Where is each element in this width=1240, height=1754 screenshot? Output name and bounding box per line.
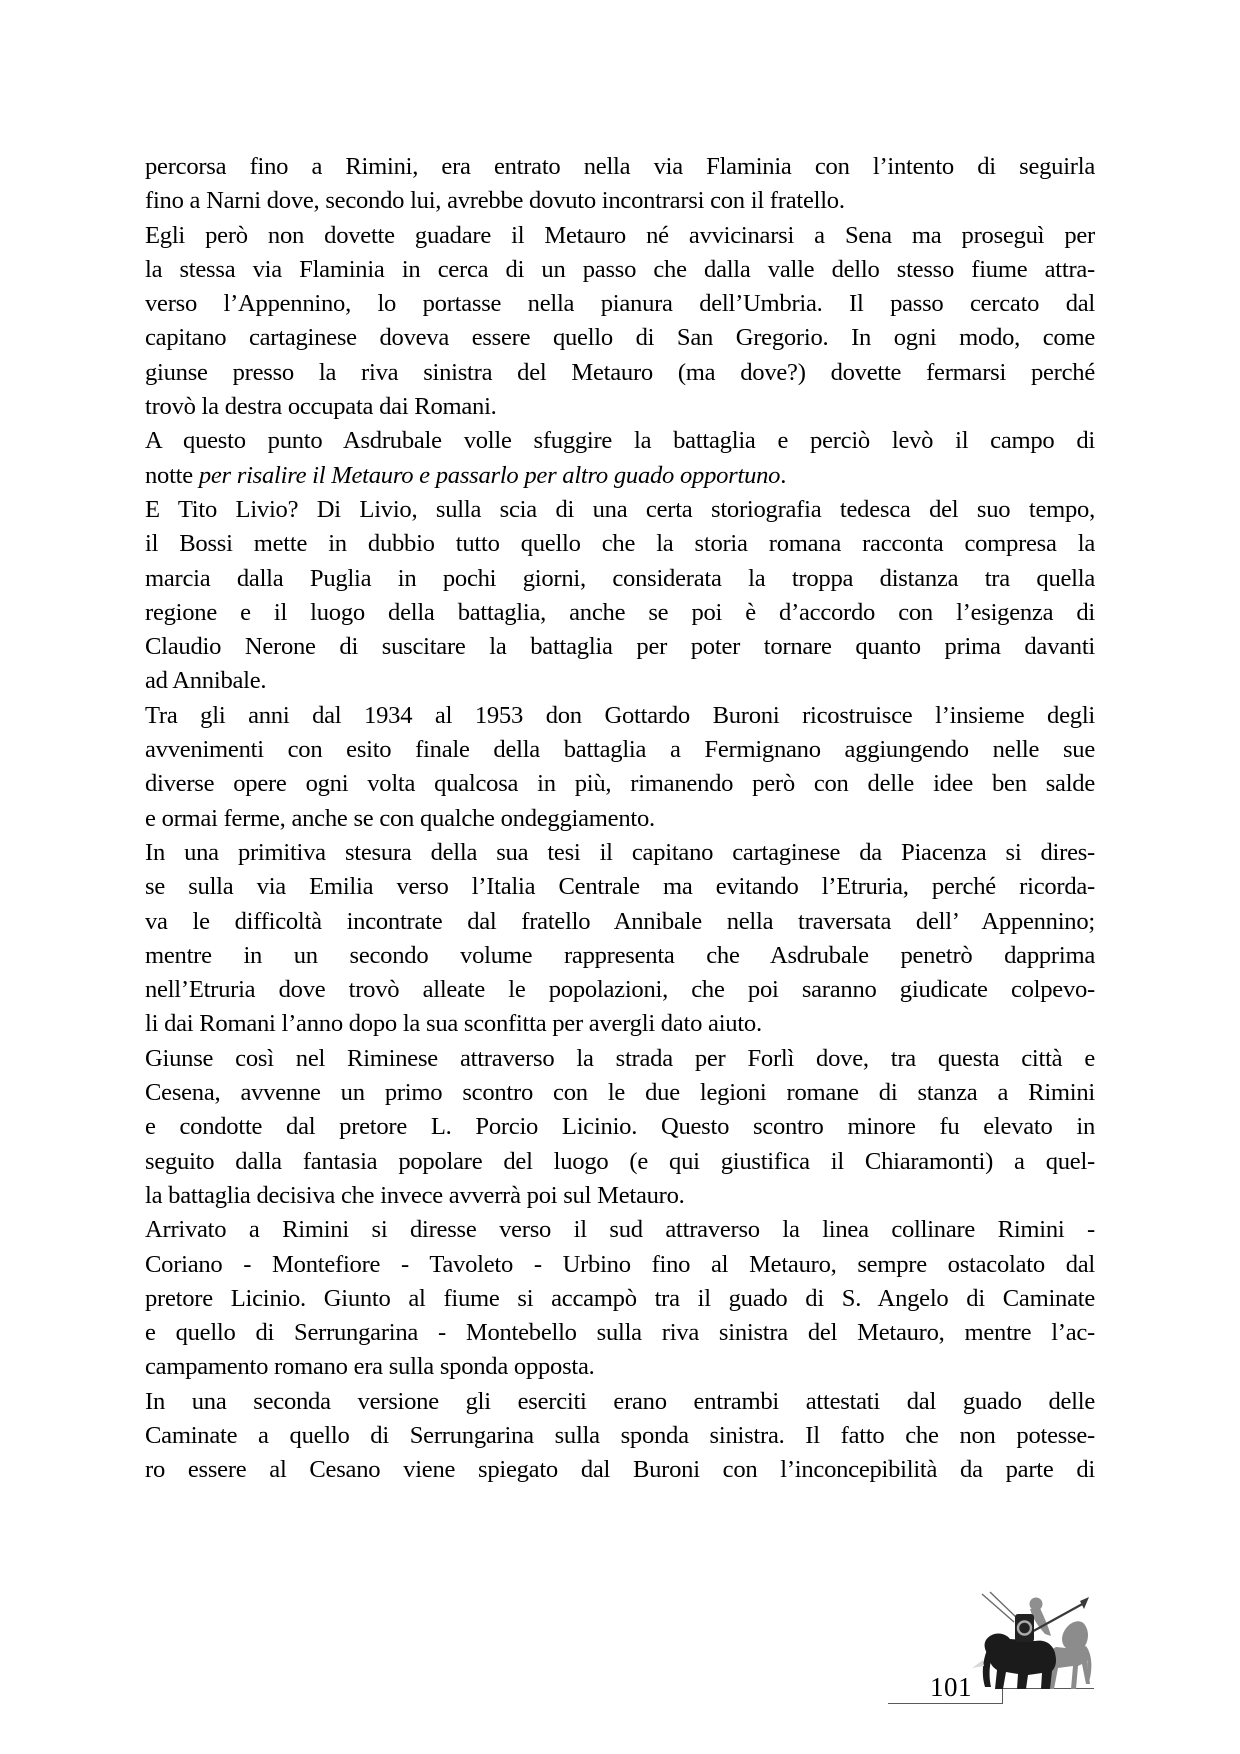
text-line: se sulla via Emilia verso l’Italia Centrale ma evitando l’Etruria, perché ricorda-: [145, 873, 1095, 901]
howdah-icon: [1015, 1614, 1034, 1642]
text-line: li dai Romani l’anno dopo la sua sconfitta per avergli dato aiuto.: [145, 1010, 762, 1038]
text-line: ro essere al Cesano viene spiegato dal Buroni con l’inconcepibilità da parte di: [145, 1456, 1095, 1484]
text-line: fino a Narni dove, secondo lui, avrebbe dovuto incontrarsi con il fratello.: [145, 187, 845, 215]
text-line: va le difficoltà incontrate dal fratello Annibale nella traversata dell’ Appennino;: [145, 907, 1095, 935]
footer-rule-step: [1002, 1688, 1003, 1704]
text-line: e quello di Serrungarina - Montebello sulla riva sinistra del Metauro, mentre l’ac-: [145, 1319, 1095, 1347]
text-line: Cesena, avvenne un primo scontro con le due legioni romane di stanza a Rimini: [145, 1079, 1095, 1107]
spear-icon: [1028, 1602, 1086, 1634]
text-line: Coriano - Montefiore - Tavoleto - Urbino fino al Metauro, sempre ostacolato dal: [145, 1250, 1095, 1278]
paragraph: [145, 1042, 1095, 1213]
text-line: e condotte dal pretore L. Porcio Licinio. Questo scontro minore fu elevato in: [145, 1113, 1095, 1141]
text-line: diverse opere ogni volta qualcosa in più, rimanendo però con delle idee ben salde: [145, 770, 1095, 798]
paragraph: [145, 424, 1095, 493]
paragraph: [145, 1213, 1095, 1384]
page-number: 101: [930, 1672, 972, 1702]
text-line: verso l’Appennino, lo portasse nella pianura dell’Umbria. Il passo cercato dal: [145, 290, 1095, 318]
text-line: la battaglia decisiva che invece avverrà poi sul Metauro.: [145, 1181, 685, 1209]
paragraph: [145, 219, 1095, 425]
elephant-tusk-icon: [972, 1660, 984, 1668]
text-line: il Bossi mette in dubbio tutto quello che la storia romana racconta compresa la: [145, 530, 1095, 558]
paragraph: [145, 699, 1095, 836]
footer-rule-lower: [888, 1703, 1003, 1704]
text-line: regione e il luogo della battaglia, anche se poi è d’accordo con l’esigenza di: [145, 598, 1095, 626]
text-line: e ormai ferme, anche se con qualche ondeggiamento.: [145, 804, 655, 832]
rider-head-icon: [1030, 1598, 1043, 1611]
horse-icon: [1049, 1621, 1090, 1689]
text-line: Tra gli anni dal 1934 al 1953 don Gottardo Buroni ricostruisce l’insieme degli: [145, 701, 1095, 729]
italic-text: per risalire il Metauro e passarlo per altro guado opportuno: [198, 461, 781, 489]
text-line: Claudio Nerone di suscitare la battaglia per poter tornare quanto prima davanti: [145, 633, 1095, 661]
footer-rule-upper: [1002, 1688, 1094, 1689]
spear-icon: [982, 1594, 1014, 1622]
paragraph: [145, 836, 1095, 1042]
text-line: Caminate a quello di Serrungarina sulla sponda sinistra. Il fatto che non potesse-: [145, 1421, 1095, 1449]
text-line: Giunse così nel Riminese attraverso la strada per Forlì dove, tra questa città e: [145, 1044, 1095, 1072]
text-line: mentre in un secondo volume rappresenta che Asdrubale penetrò dapprima: [145, 941, 1095, 969]
spear-icon: [990, 1592, 1019, 1620]
war-elephant-icon: [930, 1588, 1100, 1706]
shield-icon: [1018, 1622, 1031, 1635]
text-segment: notte: [145, 461, 199, 489]
text-line: ad Annibale.: [145, 667, 267, 695]
paragraph: [145, 150, 1095, 219]
text-line: Egli però non dovette guadare il Metauro né avvicinarsi a Sena ma proseguì per: [145, 221, 1095, 249]
paragraph: [145, 493, 1095, 699]
text-line: avvenimenti con esito finale della battaglia a Fermignano aggiungendo nelle sue: [145, 736, 1095, 764]
elephant-trunk-icon: [983, 1650, 994, 1687]
page-text: [145, 150, 1095, 1488]
text-line: pretore Licinio. Giunto al fiume si accampò tra il guado di S. Angelo di Caminate: [145, 1284, 1095, 1312]
elephant-icon: [985, 1634, 1056, 1690]
text-line: nell’Etruria dove trovò alleate le popolazioni, che poi saranno giudicate colpevo-: [145, 976, 1095, 1004]
text-line: Arrivato a Rimini si diresse verso il sud attraverso la linea collinare Rimini -: [145, 1216, 1095, 1244]
paragraph: [145, 1385, 1095, 1488]
text-line: giunse presso la riva sinistra del Metauro (ma dove?) dovette fermarsi perché: [145, 358, 1095, 386]
text-segment: .: [780, 461, 787, 489]
text-line: In una primitiva stesura della sua tesi il capitano cartaginese da Piacenza si dires-: [145, 838, 1095, 866]
horse-tail-icon: [1083, 1646, 1091, 1682]
text-line: trovò la destra occupata dai Romani.: [145, 393, 497, 421]
text-line: [145, 459, 1095, 493]
text-line: la stessa via Flaminia in cerca di un passo che dalla valle dello stesso fiume attra-: [145, 255, 1095, 283]
text-line: E Tito Livio? Di Livio, sulla scia di una certa storiografia tedesca del suo tempo,: [145, 495, 1095, 523]
text-line: percorsa fino a Rimini, era entrato nella via Flaminia con l’intento di seguirla: [145, 153, 1095, 180]
text-line: campamento romano era sulla sponda opposta.: [145, 1353, 595, 1381]
text-line: capitano cartaginese doveva essere quello di San Gregorio. In ogni modo, come: [145, 324, 1095, 352]
spearhead-icon: [1080, 1597, 1089, 1609]
text-line: A questo punto Asdrubale volle sfuggire la battaglia e perciò levò il campo di: [145, 427, 1095, 455]
text-line: marcia dalla Puglia in pochi giorni, considerata la troppa distanza tra quella: [145, 564, 1095, 592]
text-line: In una seconda versione gli eserciti erano entrambi attestati dal guado delle: [145, 1387, 1095, 1415]
text-line: seguito dalla fantasia popolare del luogo (e qui giustifica il Chiaramonti) a quel-: [145, 1147, 1095, 1175]
rider-body-icon: [1030, 1608, 1051, 1636]
